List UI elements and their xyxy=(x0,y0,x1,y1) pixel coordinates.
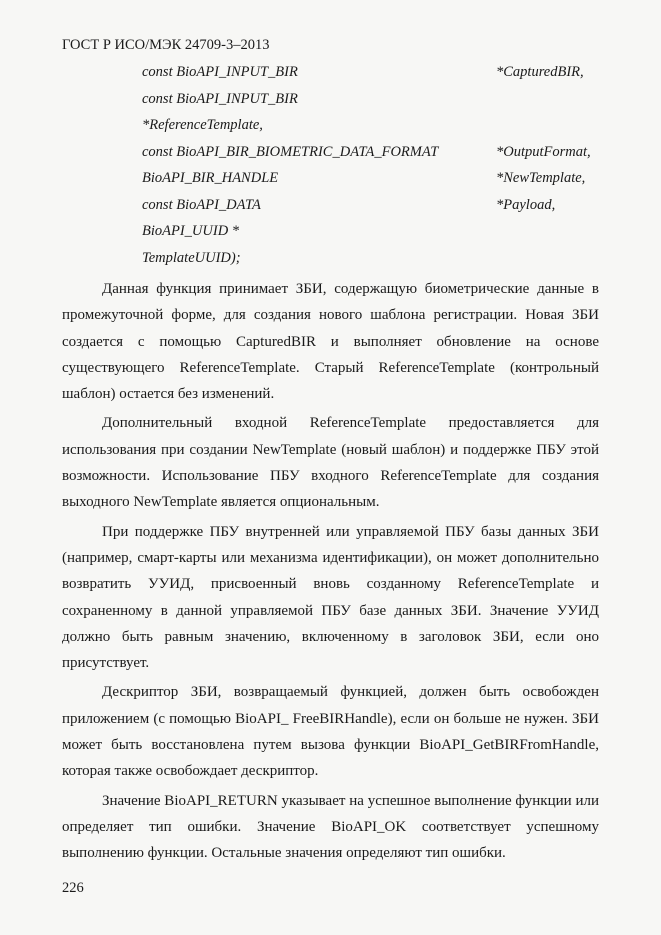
code-param-type: BioAPI_BIR_HANDLE xyxy=(142,170,279,186)
code-param-type: const BioAPI_DATA xyxy=(142,196,261,213)
code-line xyxy=(142,248,438,275)
code-param-name: *NewTemplate, xyxy=(496,170,586,186)
paragraph-description: Данная функция принимает ЗБИ, содержащую биометрические данные в промежуточной форме, для создания нового шаблона регистрации. Новая ЗБИ создается с помощью CapturedBIR и выполняет обновление на основе существующего ReferenceTemplate. Старый ReferenceTemplate (контрольный шаблон) остается без изменений. xyxy=(62,281,599,403)
code-line xyxy=(142,62,584,89)
code-line xyxy=(142,142,591,169)
code-line xyxy=(142,115,438,142)
code-param-name: *Payload, xyxy=(496,196,556,213)
paragraph-database: При поддержке ПБУ внутренней или управляемой ПБУ базы данных ЗБИ (например, смарт-карты или механизма идентификации), он может дополнительно возвратить УУИД, присвоенный вновь созданному ReferenceTemplate и сохраненному в данной управляемой ПБУ базе данных ЗБИ. Значение УУИД должно быть равным значению, включенному в заголовок ЗБИ, если оно присутствует. xyxy=(62,523,599,672)
function-signature xyxy=(142,62,591,274)
code-line xyxy=(142,89,438,116)
page-number: 226 xyxy=(62,880,84,896)
code-param-type: BioAPI_UUID * xyxy=(142,223,240,239)
code-param-type: *ReferenceTemplate, xyxy=(142,117,263,133)
body-text xyxy=(62,276,599,870)
paragraph-handle: Дескриптор ЗБИ, возвращаемый функцией, должен быть освобожден приложением (с помощью BioAPI_ FreeBIRHandle), если он больше не нужен. ЗБИ может быть восстановлена путем вызова функции BioAPI_GetBIRFromHandle, которая также освобождает дескриптор. xyxy=(62,684,599,780)
code-param-type: TemplateUUID); xyxy=(142,249,241,266)
code-line xyxy=(142,195,556,222)
code-line xyxy=(142,221,438,248)
paragraph-reference-template: Дополнительный входной ReferenceTemplate предоставляется для использования при создании NewTemplate (новый шаблон) и поддержке ПБУ этой возможности. Использование ПБУ входного ReferenceTemplate для создания выходного NewTemplate является опциональным. xyxy=(62,415,599,511)
code-param-type: const BioAPI_BIR_BIOMETRIC_DATA_FORMAT xyxy=(142,143,439,160)
code-param-name: *OutputFormat, xyxy=(496,143,591,160)
code-param-type: const BioAPI_INPUT_BIR xyxy=(142,64,298,80)
paragraph-return: Значение BioAPI_RETURN указывает на успешное выполнение функции или определяет тип ошибки. Значение BioAPI_OK соответствует успешному выполнению функции. Остальные значения определяют тип ошибки. xyxy=(62,792,599,862)
code-param-name: *CapturedBIR, xyxy=(496,64,584,80)
code-param-type: const BioAPI_INPUT_BIR xyxy=(142,90,298,107)
document-header: ГОСТ Р ИСО/МЭК 24709-3–2013 xyxy=(62,37,270,53)
code-line xyxy=(142,168,586,195)
